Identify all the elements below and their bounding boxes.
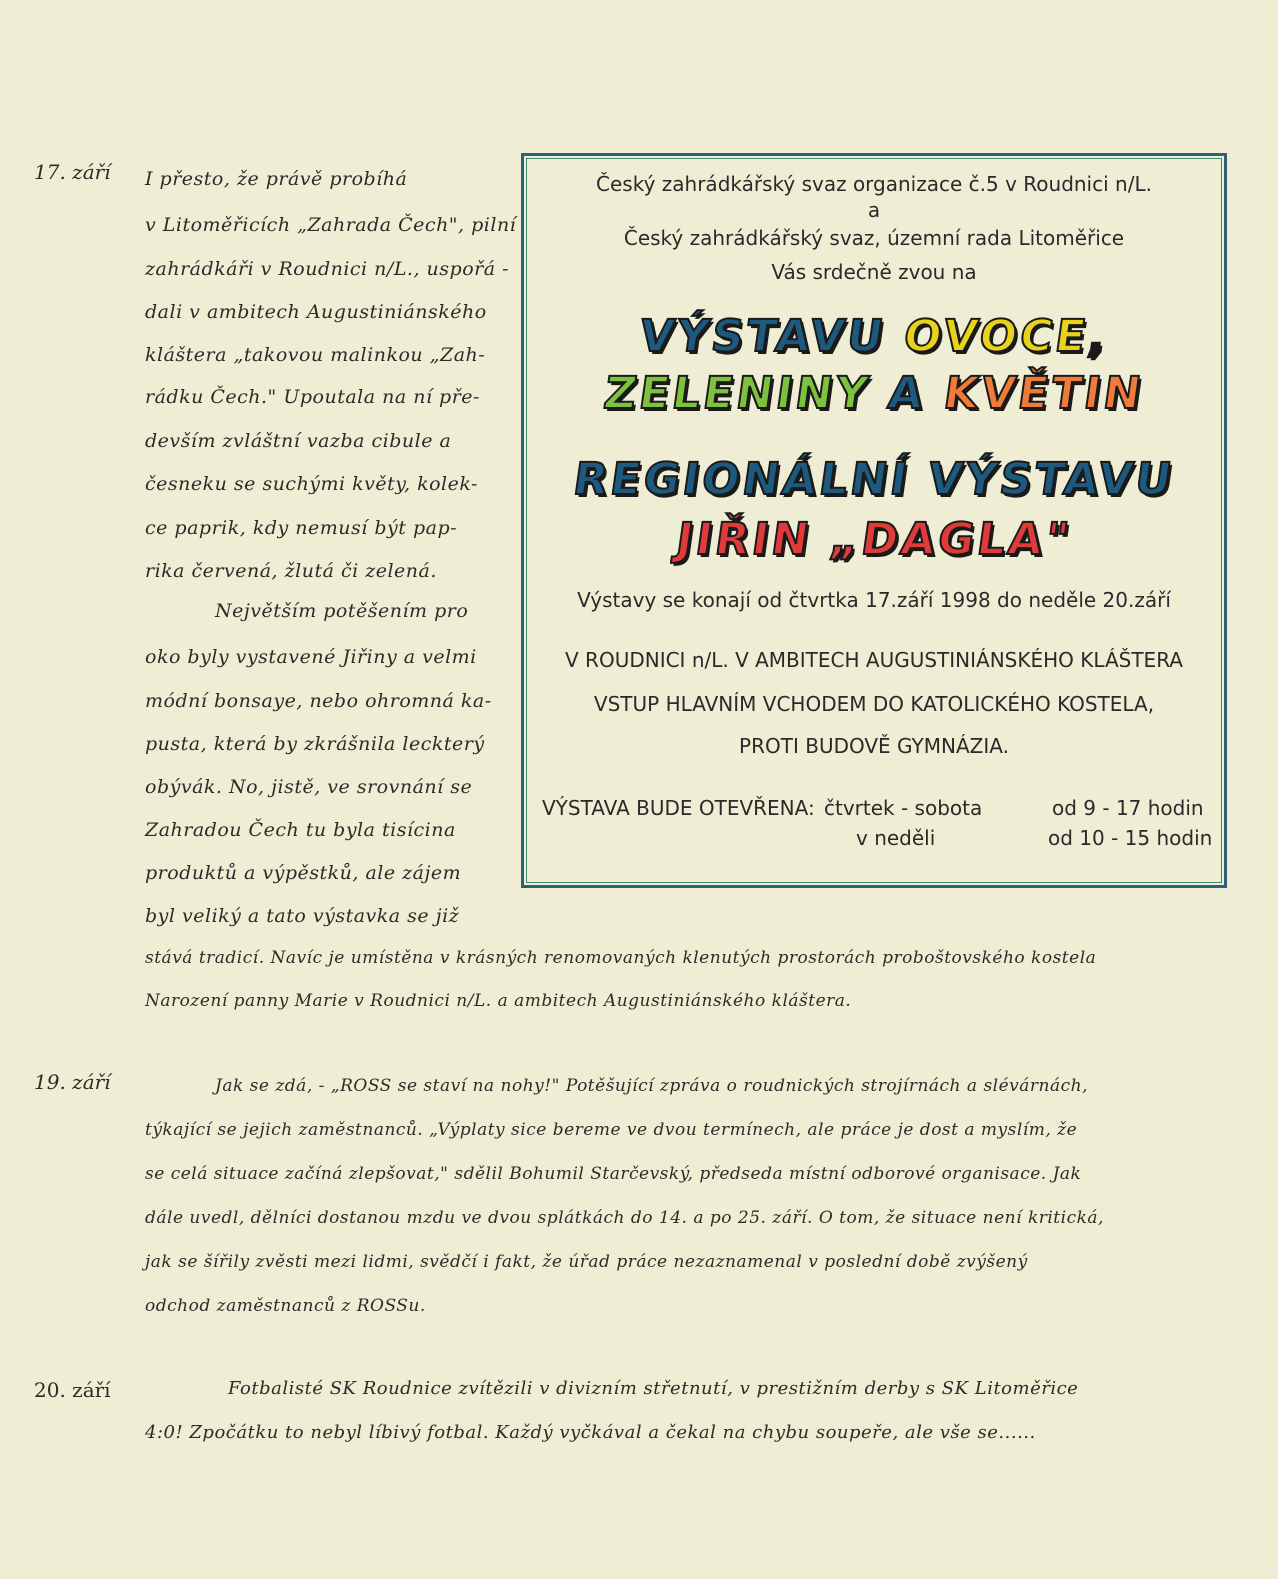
entry1-line: produktů a výpěstků, ale zájem bbox=[145, 862, 462, 884]
poster-line3: Český zahrádkářský svaz, územní rada Litoměřice bbox=[623, 226, 1125, 250]
entry1-line: pusta, která by zkrášnila leckterý bbox=[145, 733, 485, 755]
poster-open-days1: čtvrtek - sobota bbox=[824, 796, 983, 820]
poster-dates: Výstavy se konají od čtvrtka 17.září 1998 do neděle 20.září bbox=[577, 588, 1171, 612]
entry1-line: obývák. No, jistě, ve srovnání se bbox=[145, 776, 473, 798]
poster-headline-1 bbox=[520, 311, 1227, 362]
entry2-line: se celá situace začíná zlepšovat," sdělil Bohumil Starčevský, předseda místní odborové organisace. Jak bbox=[145, 1164, 1082, 1184]
entry1-line: Zahradou Čech tu byla tisícina bbox=[145, 819, 456, 841]
poster-headline-3 bbox=[520, 454, 1227, 505]
poster-line1: Český zahrádkářský svaz organizace č.5 v Roudnici n/L. bbox=[596, 172, 1152, 196]
entry1-line: v Litoměřicích „Zahrada Čech", pilní bbox=[145, 214, 517, 236]
entry-date-20: 20. září bbox=[34, 1378, 111, 1402]
poster-open-days2: v neděli bbox=[856, 826, 936, 850]
entry1-line: rádku Čech." Upoutala na ní pře- bbox=[145, 386, 480, 408]
entry1-line: zahrádkáři v Roudnici n/L., uspořá - bbox=[145, 258, 510, 280]
entry3-line: Fotbalisté SK Roudnice zvítězili v divizním střetnutí, v prestižním derby s SK Litoměřice bbox=[228, 1378, 1079, 1399]
entry1-line: módní bonsaye, nebo ohromná ka- bbox=[145, 690, 492, 712]
poster-headline-2 bbox=[520, 368, 1227, 419]
entry1-line: oko byly vystavené Jiřiny a velmi bbox=[145, 646, 477, 668]
poster-line4: Vás srdečně zvou na bbox=[771, 260, 977, 284]
entry2-line: týkající se jejich zaměstnanců. „Výplaty sice bereme ve dvou termínech, ale práce je dost a myslím, že bbox=[145, 1120, 1078, 1140]
headline-word: ZELENINY bbox=[600, 368, 874, 419]
exhibition-poster bbox=[521, 153, 1227, 888]
entry-date-17: 17. září bbox=[34, 160, 111, 184]
entry1-line: devším zvláštní vazba cibule a bbox=[145, 430, 452, 452]
entry1-wide-line: Narození panny Marie v Roudnici n/L. a ambitech Augustiniánského kláštera. bbox=[145, 991, 852, 1011]
headline-word: JIŘIN bbox=[673, 514, 816, 565]
entry1-line: rika červená, žlutá či zelená. bbox=[145, 560, 437, 582]
headline-word: OVOCE bbox=[900, 311, 1093, 362]
headline-word: VÝSTAVU bbox=[636, 311, 890, 362]
headline-word: „DAGLA" bbox=[826, 514, 1075, 565]
poster-place2: VSTUP HLAVNÍM VCHODEM DO KATOLICKÉHO KOSTELA, bbox=[593, 692, 1155, 716]
poster-open-hours2: od 10 - 15 hodin bbox=[1048, 826, 1213, 850]
headline-word: VÝSTAVU bbox=[924, 454, 1178, 505]
entry2-line: dále uvedl, dělníci dostanou mzdu ve dvou splátkách do 14. a po 25. září. O tom, že situace není kritická, bbox=[145, 1208, 1104, 1228]
entry1-line: kláštera „takovou malinkou „Zah- bbox=[145, 344, 486, 366]
entry1-wide-line: stává tradicí. Navíc je umístěna v krásných renomovaných klenutých prostorách proboštovského kostela bbox=[145, 948, 1097, 968]
headline-word: REGIONÁLNÍ bbox=[570, 454, 914, 505]
entry3-line: 4:0! Zpočátku to nebyl líbivý fotbal. Každý vyčkával a čekal na chybu soupeře, ale vše se...... bbox=[145, 1422, 1036, 1443]
headline-word: A bbox=[885, 368, 930, 419]
entry1-line: dali v ambitech Augustiniánského bbox=[145, 301, 487, 323]
poster-open-label: VÝSTAVA BUDE OTEVŘENA: bbox=[542, 796, 815, 820]
entry2-line: Jak se zdá, - „ROSS se staví na nohy!" Potěšující zpráva o roudnických strojírnách a slévárnách, bbox=[215, 1076, 1088, 1096]
entry2-line: jak se šířily zvěsti mezi lidmi, svědčí i fakt, že úřad práce nezaznamenal v poslední době zvýšený bbox=[145, 1252, 1028, 1272]
entry1-line: Největším potěšením pro bbox=[215, 600, 469, 622]
poster-open-hours1: od 9 - 17 hodin bbox=[1052, 796, 1204, 820]
poster-headline-4 bbox=[520, 514, 1227, 565]
entry1-line: česneku se suchými květy, kolek- bbox=[145, 473, 478, 495]
poster-place1: V ROUDNICI n/L. V AMBITECH AUGUSTINIÁNSKÉHO KLÁŠTERA bbox=[565, 648, 1183, 672]
poster-line2: a bbox=[867, 198, 881, 222]
headline-word: KVĚTIN bbox=[940, 368, 1148, 419]
headline-comma: , bbox=[1084, 311, 1112, 362]
entry-date-19: 19. září bbox=[34, 1070, 111, 1094]
entry1-line: byl veliký a tato výstavka se již bbox=[145, 905, 460, 927]
entry2-line: odchod zaměstnanců z ROSSu. bbox=[145, 1296, 426, 1316]
poster-place3: PROTI BUDOVĚ GYMNÁZIA. bbox=[739, 734, 1009, 758]
entry1-line: I přesto, že právě probíhá bbox=[145, 168, 408, 190]
entry1-line: ce paprik, kdy nemusí být pap- bbox=[145, 517, 458, 539]
